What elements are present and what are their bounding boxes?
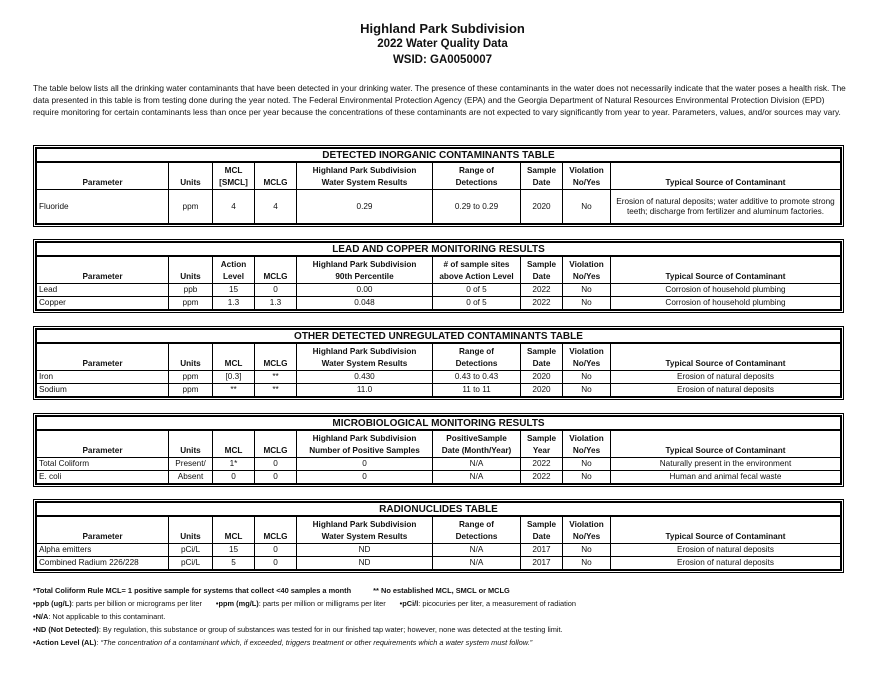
table-row	[37, 471, 841, 484]
report-wsid: WSID: GA0050007	[392, 54, 493, 66]
cell-source: Corrosion of household plumbing	[611, 297, 841, 310]
cell-parameter: Fluoride	[37, 190, 169, 224]
cell-sites: 0 of 5	[433, 284, 521, 297]
cell-mcl: 1*	[213, 458, 255, 471]
col-violation: Violation No/Yes	[563, 162, 611, 190]
cell-result: 11.0	[297, 384, 433, 397]
cell-units: pCi/L	[169, 557, 213, 570]
col-mcl: MCL	[213, 343, 255, 371]
col-source: Typical Source of Contaminant	[611, 343, 841, 371]
col-parameter: Parameter	[37, 256, 169, 284]
col-violation: Violation No/Yes	[563, 343, 611, 371]
cell-units: ppm	[169, 190, 213, 224]
cell-mclg: **	[255, 371, 297, 384]
col-violation: Violation No/Yes	[563, 430, 611, 458]
cell-mcl: **	[213, 384, 255, 397]
col-mcl: MCL	[213, 430, 255, 458]
table-row	[37, 371, 841, 384]
cell-result: 0.048	[297, 297, 433, 310]
col-units: Units	[169, 516, 213, 544]
footnote-na: •N/A: Not applicable to this contaminant.	[33, 612, 166, 621]
table-row	[37, 297, 841, 310]
cell-source: Erosion of natural deposits	[611, 557, 841, 570]
cell-date: 2020	[521, 371, 563, 384]
lead-copper-table-title: LEAD AND COPPER MONITORING RESULTS	[37, 243, 841, 257]
table-row	[37, 544, 841, 557]
cell-units: ppm	[169, 371, 213, 384]
inorganic-table-title: DETECTED INORGANIC CONTAMINANTS TABLE	[37, 149, 841, 163]
unregulated-table	[33, 326, 844, 400]
cell-mclg: **	[255, 384, 297, 397]
col-mcl: MCL [SMCL]	[213, 162, 255, 190]
cell-violation: No	[563, 297, 611, 310]
radionuclides-table	[33, 499, 844, 573]
cell-units: ppm	[169, 297, 213, 310]
cell-source: Corrosion of household plumbing	[611, 284, 841, 297]
microbiological-table	[33, 413, 844, 487]
col-source: Typical Source of Contaminant	[611, 162, 841, 190]
cell-positive-date: N/A	[433, 471, 521, 484]
cell-date: 2022	[521, 297, 563, 310]
cell-source: Erosion of natural deposits	[611, 371, 841, 384]
cell-mclg: 0	[255, 557, 297, 570]
cell-date: 2022	[521, 458, 563, 471]
cell-units: pCi/L	[169, 544, 213, 557]
cell-result: 0	[297, 458, 433, 471]
col-mcl: MCL	[213, 516, 255, 544]
cell-source: Human and animal fecal waste	[611, 471, 841, 484]
col-mclg: MCLG	[255, 162, 297, 190]
col-result: Highland Park Subdivision 90th Percentile	[297, 256, 433, 284]
col-mclg: MCLG	[255, 516, 297, 544]
col-result: Highland Park Subdivision Number of Positive Samples	[297, 430, 433, 458]
cell-violation: No	[563, 384, 611, 397]
cell-result: ND	[297, 557, 433, 570]
intro-paragraph: The table below lists all the drinking water contaminants that have been detected in your drinking water. The presence of these contaminants in the water does not necessarily indicate that the water poses a health risk. The data presented in this table is from testing done during the year noted. The Federal Environmental Protection Agency (EPA) and the Georgia Department of Natural Resources Environmental Protection Division (EPD) require monitoring for certain contaminants less than once per year because the concentrations of these contaminants are not expected to vary significantly from year to year. Parameters, values, and/or sources may vary.	[33, 83, 846, 118]
cell-source: Erosion of natural deposits; water additive to promote strong teeth; discharge from fertilizer and aluminum factories.	[611, 190, 841, 224]
cell-result: ND	[297, 544, 433, 557]
col-action-level: Action Level	[213, 256, 255, 284]
cell-range: 11 to 11	[433, 384, 521, 397]
cell-mclg: 0	[255, 284, 297, 297]
report-title: Highland Park Subdivision	[360, 21, 525, 36]
cell-units: Present/	[169, 458, 213, 471]
cell-result: 0.00	[297, 284, 433, 297]
col-mclg: MCLG	[255, 256, 297, 284]
col-result: Highland Park Subdivision Water System Results	[297, 162, 433, 190]
footnotes	[33, 584, 849, 649]
cell-violation: No	[563, 371, 611, 384]
cell-positive-date: N/A	[433, 458, 521, 471]
col-violation: Violation No/Yes	[563, 516, 611, 544]
col-mclg: MCLG	[255, 430, 297, 458]
cell-range: N/A	[433, 544, 521, 557]
col-source: Typical Source of Contaminant	[611, 256, 841, 284]
cell-mclg: 4	[255, 190, 297, 224]
cell-date: 2022	[521, 471, 563, 484]
cell-range: N/A	[433, 557, 521, 570]
col-parameter: Parameter	[37, 430, 169, 458]
col-units: Units	[169, 430, 213, 458]
col-range: Range of Detections	[433, 343, 521, 371]
cell-units: ppm	[169, 384, 213, 397]
cell-parameter: Combined Radium 226/228	[37, 557, 169, 570]
cell-date: 2020	[521, 384, 563, 397]
radionuclides-table-title: RADIONUCLIDES TABLE	[37, 503, 841, 517]
cell-result: 0.29	[297, 190, 433, 224]
cell-result: 0	[297, 471, 433, 484]
cell-source: Erosion of natural deposits	[611, 544, 841, 557]
col-units: Units	[169, 162, 213, 190]
cell-parameter: Lead	[37, 284, 169, 297]
cell-parameter: Total Coliform	[37, 458, 169, 471]
cell-action-level: 15	[213, 284, 255, 297]
cell-parameter: Iron	[37, 371, 169, 384]
col-sample-date: Sample Date	[521, 256, 563, 284]
cell-date: 2017	[521, 544, 563, 557]
cell-mcl: [0.3]	[213, 371, 255, 384]
footnote-action-level: •Action Level (AL): “The concentration of a contaminant which, if exceeded, triggers treatment or other requirements which a water system must follow.”	[33, 638, 533, 647]
cell-date: 2022	[521, 284, 563, 297]
cell-sites: 0 of 5	[433, 297, 521, 310]
cell-mcl: 0	[213, 471, 255, 484]
col-sample-date: Sample Date	[521, 516, 563, 544]
col-sample-date: Sample Date	[521, 162, 563, 190]
col-parameter: Parameter	[37, 162, 169, 190]
col-sample-date: Sample Date	[521, 343, 563, 371]
col-result: Highland Park Subdivision Water System Results	[297, 516, 433, 544]
col-sites: # of sample sites above Action Level	[433, 256, 521, 284]
cell-parameter: Copper	[37, 297, 169, 310]
col-source: Typical Source of Contaminant	[611, 430, 841, 458]
col-units: Units	[169, 256, 213, 284]
cell-date: 2017	[521, 557, 563, 570]
table-row	[37, 384, 841, 397]
cell-mcl: 15	[213, 544, 255, 557]
cell-source: Erosion of natural deposits	[611, 384, 841, 397]
cell-mclg: 0	[255, 544, 297, 557]
cell-action-level: 1.3	[213, 297, 255, 310]
footnote-units: •ppb (ug/L): parts per billion or micrograms per liter •ppm (mg/L): parts per million or milligrams per liter •pCi/l: picocuries per liter, a measurement of radiation	[33, 599, 577, 608]
table-row	[37, 458, 841, 471]
cell-mclg: 1.3	[255, 297, 297, 310]
cell-parameter: E. coli	[37, 471, 169, 484]
cell-result: 0.430	[297, 371, 433, 384]
cell-violation: No	[563, 557, 611, 570]
col-source: Typical Source of Contaminant	[611, 516, 841, 544]
cell-violation: No	[563, 458, 611, 471]
cell-units: Absent	[169, 471, 213, 484]
cell-violation: No	[563, 544, 611, 557]
table-row	[37, 284, 841, 297]
table-row	[37, 190, 841, 224]
col-range: Range of Detections	[433, 162, 521, 190]
unregulated-table-title: OTHER DETECTED UNREGULATED CONTAMINANTS TABLE	[37, 330, 841, 344]
cell-mclg: 0	[255, 458, 297, 471]
table-row	[37, 557, 841, 570]
col-range: Range of Detections	[433, 516, 521, 544]
cell-mclg: 0	[255, 471, 297, 484]
lead-copper-table	[33, 239, 844, 313]
inorganic-table	[33, 145, 844, 227]
cell-source: Naturally present in the environment	[611, 458, 841, 471]
cell-date: 2020	[521, 190, 563, 224]
footnote-coliform: *Total Coliform Rule MCL= 1 positive sample for systems that collect <40 samples a month ** No established MCL, SMCL or MCLG	[33, 586, 510, 595]
col-parameter: Parameter	[37, 516, 169, 544]
cell-range: 0.43 to 0.43	[433, 371, 521, 384]
col-parameter: Parameter	[37, 343, 169, 371]
col-units: Units	[169, 343, 213, 371]
cell-parameter: Sodium	[37, 384, 169, 397]
col-positive-date: PositiveSample Date (Month/Year)	[433, 430, 521, 458]
cell-range: 0.29 to 0.29	[433, 190, 521, 224]
footnote-nd: •ND (Not Detected): By regulation, this substance or group of substances was tested for in our finished tap water; however, none was detected at the testing limit.	[33, 625, 563, 634]
report-subtitle: 2022 Water Quality Data	[377, 38, 508, 50]
cell-mcl: 4	[213, 190, 255, 224]
col-mclg: MCLG	[255, 343, 297, 371]
cell-mcl: 5	[213, 557, 255, 570]
col-sample-year: Sample Year	[521, 430, 563, 458]
cell-violation: No	[563, 471, 611, 484]
microbiological-table-title: MICROBIOLOGICAL MONITORING RESULTS	[37, 417, 841, 431]
cell-units: ppb	[169, 284, 213, 297]
cell-violation: No	[563, 284, 611, 297]
col-violation: Violation No/Yes	[563, 256, 611, 284]
col-result: Highland Park Subdivision Water System Results	[297, 343, 433, 371]
cell-parameter: Alpha emitters	[37, 544, 169, 557]
cell-violation: No	[563, 190, 611, 224]
